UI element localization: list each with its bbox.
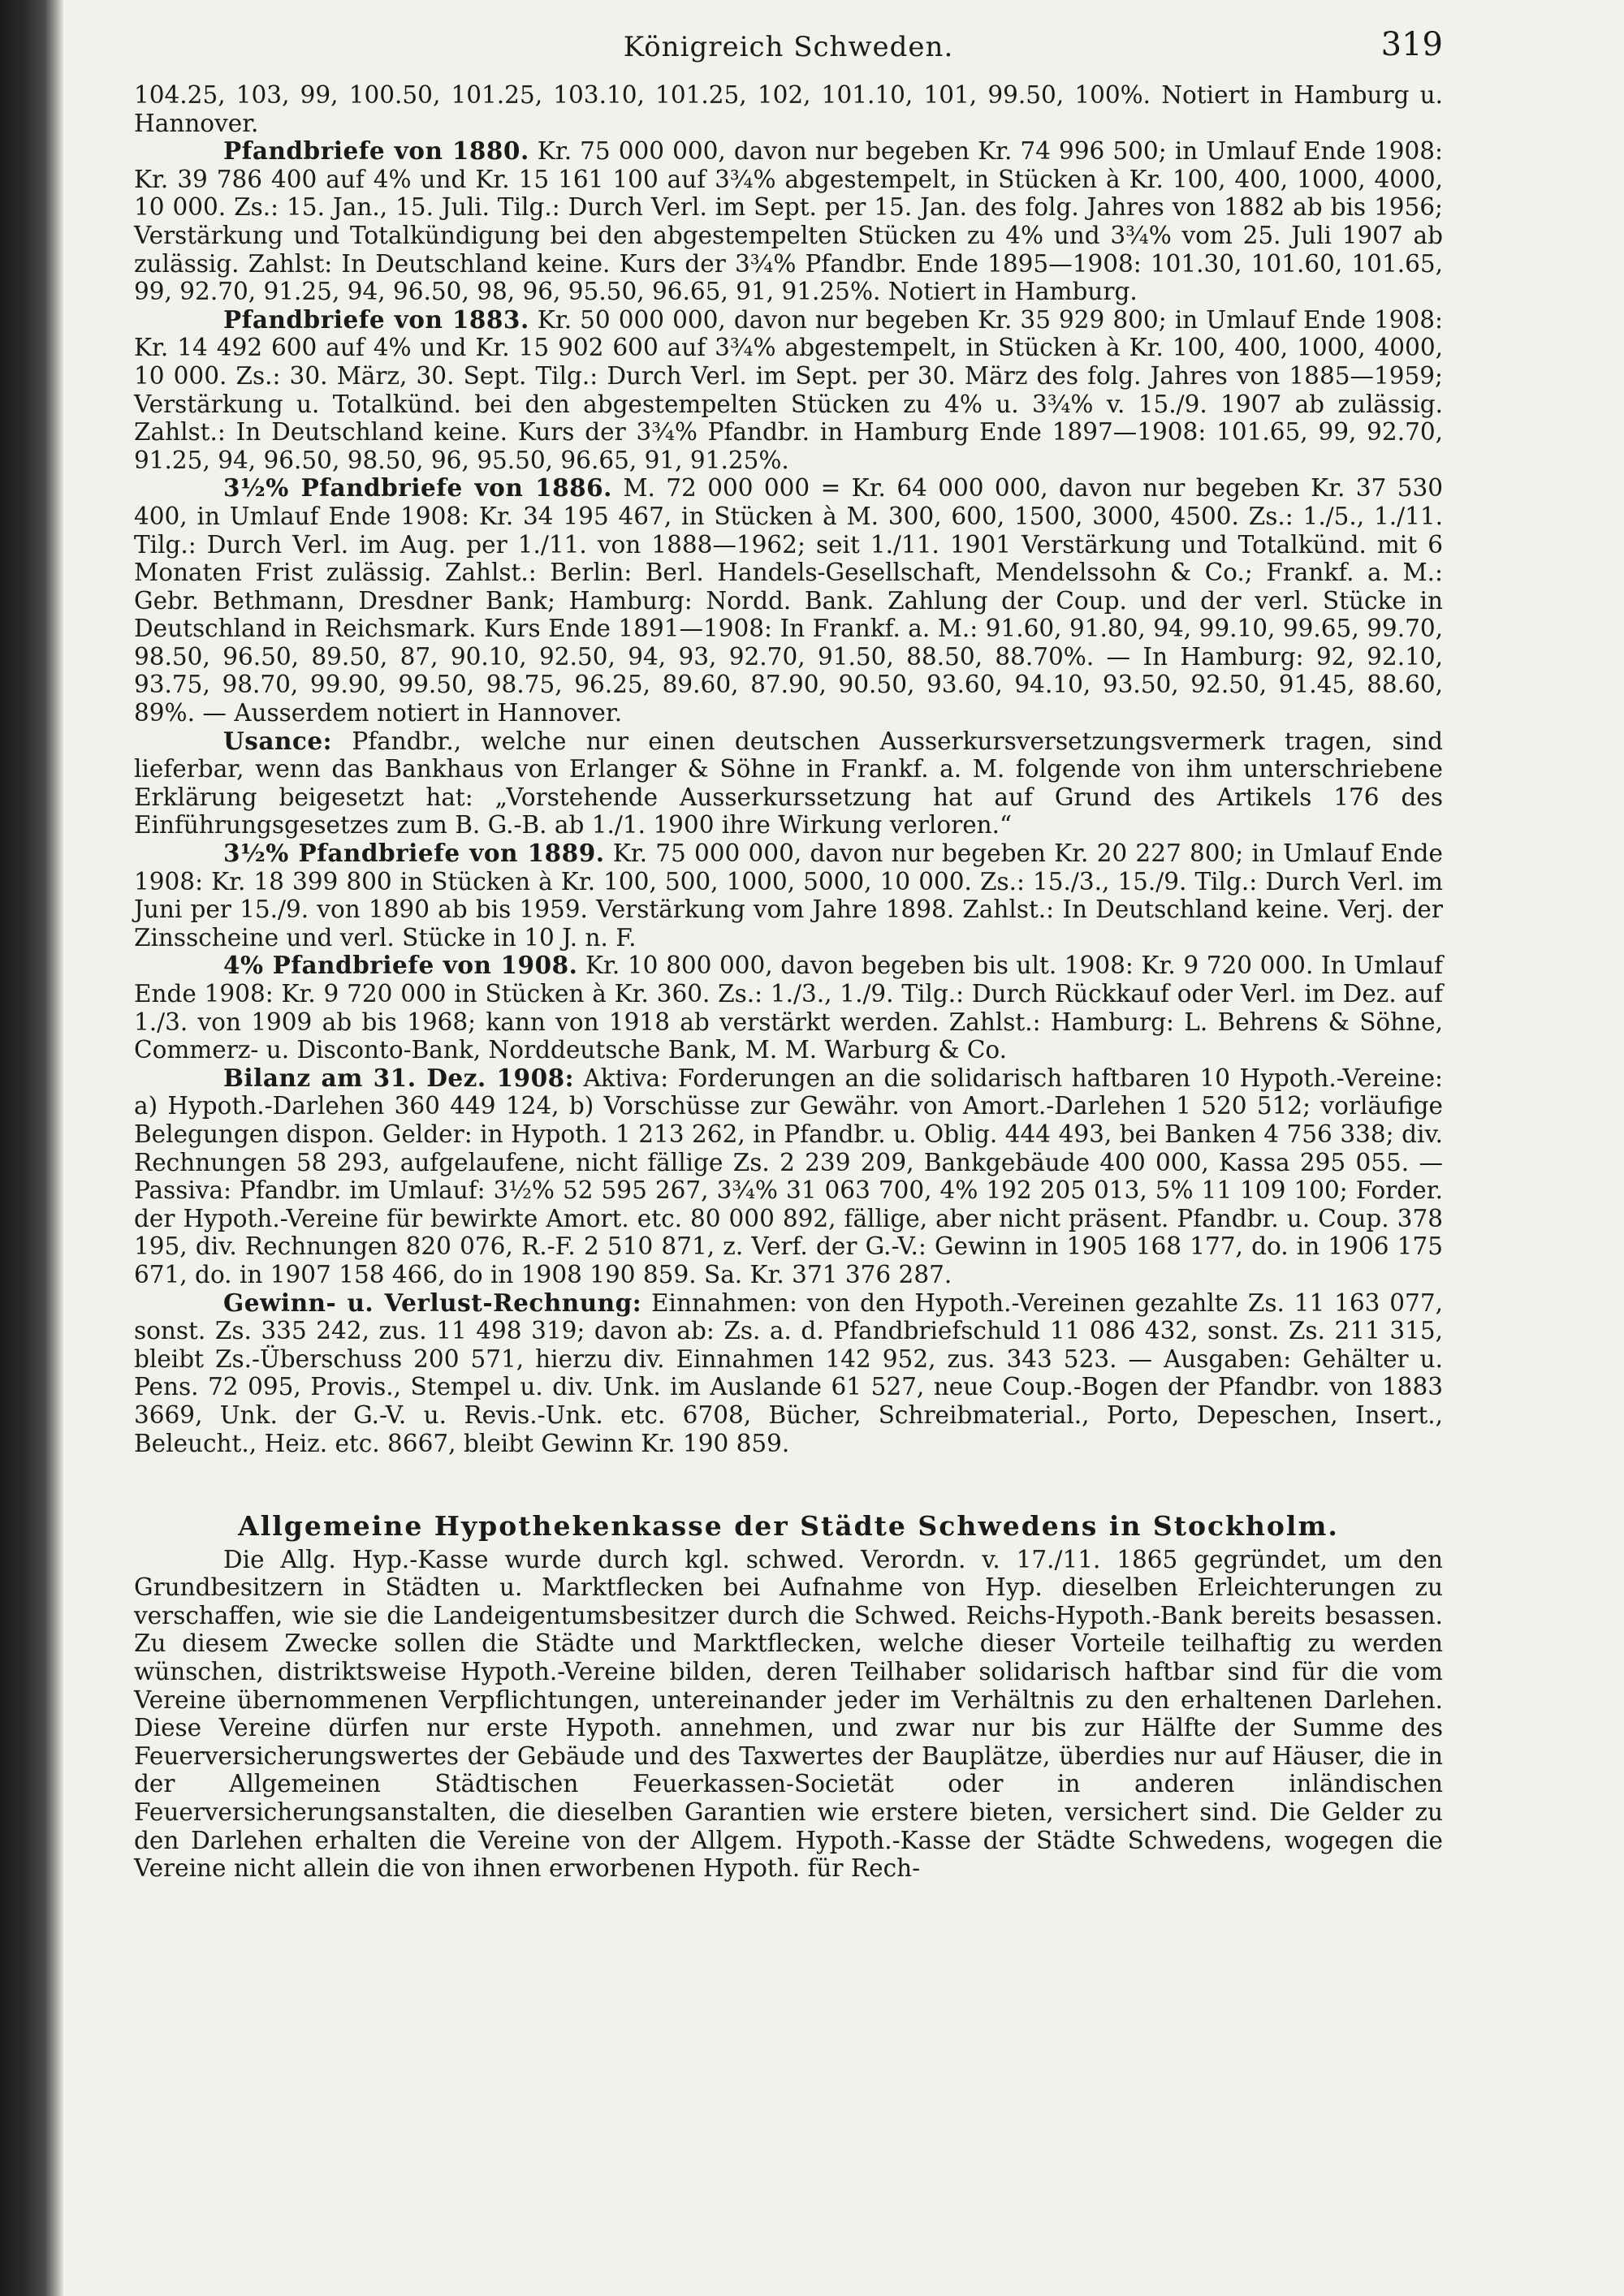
scan-left-edge <box>0 0 63 2296</box>
paragraph-lead: 4% Pfandbriefe von 1908. <box>223 951 578 980</box>
section-intro-paragraph: Die Allg. Hyp.-Kasse wurde durch kgl. schwed. Verordn. v. 17./11. 1865 gegründet, um den Grundbesitzern in Städten u. Marktflecken bei Aufnahme von Hyp. dieselben Erleichterungen zu verschaffen, wie sie die Landeigentumsbesitzer durch die Schwed. Reichs-Hypoth.-Bank bereits besassen. Zu diesem Zwecke sollen die Städte und Marktflecken, welche dieser Vorteile teilhaftig zu werden wünschen, distriktsweise Hypoth.-Vereine bilden, deren Teilhaber solidarisch haftbar sind für die vom Vereine übernommenen Verpflichtungen, untereinander jeder im Verhältnis zu den erhaltenen Darlehen. Diese Vereine dürfen nur erste Hypoth. annehmen, und zwar nur bis zur Hälfte der Summe des Feuerversicherungswertes der Gebäude und des Taxwertes der Bauplätze, überdies nur auf Häuser, die in der Allgemeinen Städtischen Feuerkassen-Societät oder in anderen inländischen Feuerversicherungsanstalten, die dieselben Garantien wie erstere bieten, versichert sind. Die Gelder zu den Darlehen erhalten die Vereine von der Allgem. Hypoth.-Kasse der Städte Schwedens, wogegen die Vereine nicht allein die von ihnen erworbenen Hypoth. für Rech- <box>134 1545 1443 1883</box>
paragraph-pfandbriefe-1889 <box>134 839 1443 952</box>
paragraph-pfandbriefe-1880 <box>134 137 1443 306</box>
section-heading: Allgemeine Hypothekenkasse der Städte Schwedens in Stockholm. <box>238 1510 1339 1543</box>
paragraph-bilanz <box>134 1064 1443 1289</box>
paragraph-text: Kr. 10 800 000, davon begeben bis ult. 1908: Kr. 9 720 000. In Umlauf Ende 1908: Kr. 9 720 000 in Stücken à Kr. 360. Zs.: 1./3., 1./9. Tilg.: Durch Rückkauf oder Verl. im Dez. auf 1./3. von 1909 ab bis 1968; kann von 1918 ab verstärkt werden. Zahlst.: Hamburg: L. Behrens & Söhne, Commerz- u. Disconto-Bank, Norddeutsche Bank, M. M. Warburg & Co. <box>134 952 1443 1064</box>
paragraph-gewinn-verlust <box>134 1289 1443 1458</box>
paragraph-text: M. 72 000 000 = Kr. 64 000 000, davon nur begeben Kr. 37 530 400, in Umlauf Ende 1908: Kr. 34 195 467, in Stücken à M. 300, 600, 1500, 3000, 4500. Zs.: 1./5., 1./11. Tilg.: Durch Verl. im Aug. per 1./11. von 1888—1962; seit 1./11. 1901 Verstärkung und Totalkünd. mit 6 Monaten Frist zulässig. Zahlst.: Berlin: Berl. Handels-Gesellschaft, Mendelssohn & Co.; Frankf. a. M.: Gebr. Bethmann, Dresdner Bank; Hamburg: Nordd. Bank. Zahlung der Coup. und der verl. Stücke in Deutschland in Reichsmark. Kurs Ende 1891—1908: In Frankf. a. M.: 91.60, 91.80, 94, 99.10, 99.65, 99.70, 98.50, 96.50, 89.50, 87, 90.10, 92.50, 94, 93, 92.70, 91.50, 88.50, 88.70%. — In Hamburg: 92, 92.10, 93.75, 98.70, 99.90, 99.50, 98.75, 96.25, 89.60, 87.90, 90.50, 93.60, 94.10, 93.50, 92.50, 91.45, 88.60, 89%. — Ausserdem notiert in Hannover. <box>134 474 1443 727</box>
paragraph-text: Kr. 50 000 000, davon nur begeben Kr. 35 929 800; in Umlauf Ende 1908: Kr. 14 492 600 auf 4% und Kr. 15 902 600 auf 3¾% abgestempelt, in Stücken à Kr. 100, 400, 1000, 4000, 10 000. Zs.: 30. März, 30. Sept. Tilg.: Durch Verl. im Sept. per 30. März des folg. Jahres von 1885—1959; Verstärkung u. Totalkünd. bei den abgestempelten Stücken zu 4% u. 3¾% v. 15./9. 1907 ab zulässig. Zahlst.: In Deutschland keine. Kurs der 3¾% Pfandbr. in Hamburg Ende 1897—1908: 101.65, 99, 92.70, 91.25, 94, 96.50, 98.50, 96, 95.50, 96.65, 91, 91.25%. <box>134 305 1443 474</box>
page-number: 319 <box>1380 26 1443 63</box>
paragraph-lead: Bilanz am 31. Dez. 1908: <box>223 1063 575 1092</box>
paragraph-text: 104.25, 103, 99, 100.50, 101.25, 103.10, 101.25, 102, 101.10, 101, 99.50, 100%. Notiert in Hamburg u. Hannover. <box>134 81 1443 137</box>
body-text <box>134 81 1443 1883</box>
paragraph-lead: Pfandbriefe von 1880. <box>223 136 529 166</box>
paragraph-kurs-continuation <box>134 81 1443 137</box>
page-header <box>134 24 1443 81</box>
paragraph-text: Aktiva: Forderungen an die solidarisch haftbaren 10 Hypoth.-Vereine: a) Hypoth.-Darlehen 360 449 124, b) Vorschüsse zur Gewähr. von Amort.-Darlehen 1 520 512; vorläufige Belegungen dispon. Gelder: in Hypoth. 1 213 262, in Pfandbr. u. Oblig. 444 493, bei Banken 4 756 338; div. Rechnungen 58 293, aufgelaufene, nicht fällige Zs. 2 239 209, Bankgebäude 400 000, Kassa 295 055. — Passiva: Pfandbr. im Umlauf: 3½% 52 595 267, 3¾% 31 063 700, 4% 192 205 013, 5% 11 109 100; Forder. der Hypoth.-Vereine für bewirkte Amort. etc. 80 000 892, fällige, aber nicht präsent. Pfandbr. u. Coup. 378 195, div. Rechnungen 820 076, R.-F. 2 510 871, z. Verf. der G.-V.: Gewinn in 1905 168 177, do. in 1906 175 671, do. in 1907 158 466, do in 1908 190 859. Sa. Kr. 371 376 287. <box>134 1064 1443 1288</box>
paragraph-text: Kr. 75 000 000, davon nur begeben Kr. 74 996 500; in Umlauf Ende 1908: Kr. 39 786 400 auf 4% und Kr. 15 161 100 auf 3¾% abgestempelt, in Stücken à Kr. 100, 400, 1000, 4000, 10 000. Zs.: 15. Jan., 15. Juli. Tilg.: Durch Verl. im Sept. per 15. Jan. des folg. Jahres von 1882 ab bis 1956; Verstärkung und Totalkündigung bei den abgestempelten Stücken zu 4% und 3¾% vom 25. Juli 1907 ab zulässig. Zahlst: In Deutschland keine. Kurs der 3¾% Pfandbr. Ende 1895—1908: 101.30, 101.60, 101.65, 99, 92.70, 91.25, 94, 96.50, 98, 96, 95.50, 96.65, 91, 91.25%. Notiert in Hamburg. <box>134 137 1443 306</box>
paragraph-lead: 3½% Pfandbriefe von 1886. <box>223 473 612 503</box>
paragraph-text: Kr. 75 000 000, davon nur begeben Kr. 20 227 800; in Umlauf Ende 1908: Kr. 18 399 800 in Stücken à Kr. 100, 500, 1000, 5000, 10 000. Zs.: 15./3., 15./9. Tilg.: Durch Verl. im Juni per 15./9. von 1890 ab bis 1959. Verstärkung vom Jahre 1898. Zahlst.: In Deutschland keine. Verj. der Zinsscheine und verl. Stücke in 10 J. n. F. <box>134 839 1443 952</box>
paragraph-lead: Pfandbriefe von 1883. <box>223 304 529 334</box>
paragraph-pfandbriefe-1908 <box>134 952 1443 1064</box>
paragraph-text: Einnahmen: von den Hypoth.-Vereinen gezahlte Zs. 11 163 077, sonst. Zs. 335 242, zus. 11 498 319; davon ab: Zs. a. d. Pfandbriefschuld 11 086 432, sonst. Zs. 211 315, bleibt Zs.-Überschuss 200 571, hierzu div. Einnahmen 142 952, zus. 343 523. — Ausgaben: Gehälter u. Pens. 72 095, Provis., Stempel u. div. Unk. im Auslande 61 527, neue Coup.-Bogen der Pfandbr. von 1883 3669, Unk. der G.-V. u. Revis.-Unk. etc. 6708, Bücher, Schreibmaterial., Porto, Depeschen, Insert., Beleucht., Heiz. etc. 8667, bleibt Gewinn Kr. 190 859. <box>134 1288 1443 1457</box>
running-title: Königreich Schweden. <box>623 31 954 63</box>
paragraph-usance <box>134 727 1443 839</box>
paragraph-lead: Gewinn- u. Verlust-Rechnung: <box>223 1288 642 1317</box>
page <box>134 24 1443 1883</box>
paragraph-text: Pfandbr., welche nur einen deutschen Ausserkursversetzungsvermerk tragen, sind lieferbar, wenn das Bankhaus von Erlanger & Söhne in Frankf. a. M. folgende von ihm unterschriebene Erklärung beigesetzt hat: „Vorstehende Ausserkurssetzung hat auf Grund des Artikels 176 des Einführungsgesetzes zum B. G.-B. ab 1./1. 1900 ihre Wirkung verloren.“ <box>134 727 1443 839</box>
paragraph-lead: 3½% Pfandbriefe von 1889. <box>223 839 605 868</box>
paragraph-pfandbriefe-1886 <box>134 474 1443 727</box>
paragraph-pfandbriefe-1883 <box>134 306 1443 475</box>
paragraph-lead: Usance: <box>223 726 333 755</box>
